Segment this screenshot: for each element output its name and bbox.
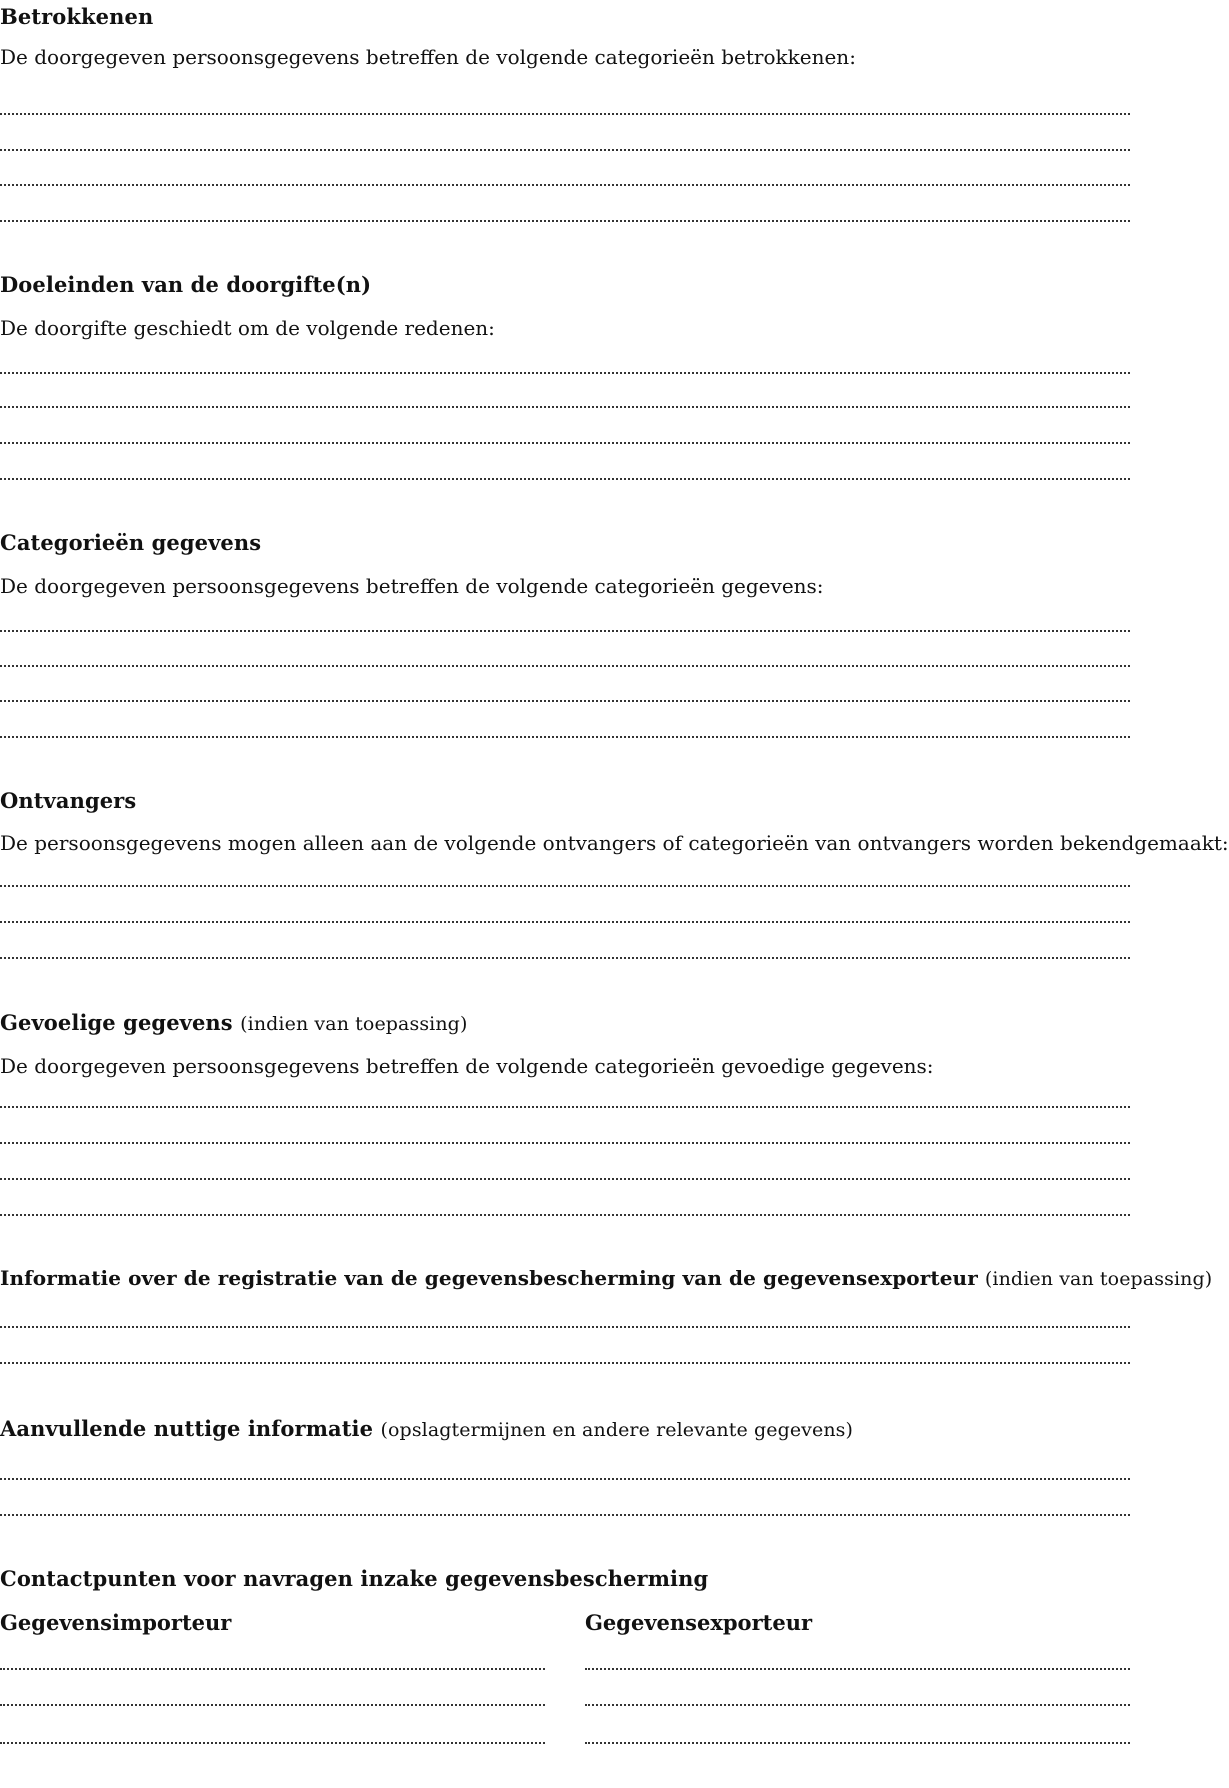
section-title-text: Informatie over de registratie van de gegevensbescherming van de gegevensexporteur	[0, 1266, 978, 1290]
section-title-ontvangers: Ontvangers	[0, 788, 137, 813]
exporter-fill-line	[585, 1742, 1130, 1744]
fill-line	[0, 478, 1130, 480]
section-title-aanvullende-informatie	[0, 1418, 853, 1440]
section-title-contactpunten: Contactpunten voor navragen inzake gegevensbescherming	[0, 1566, 709, 1591]
fill-line	[0, 1362, 1130, 1364]
fill-line	[0, 957, 1130, 959]
section-intro-categorieen-gegevens: De doorgegeven persoonsgegevens betreffen de volgende categorieën gegevens:	[0, 574, 824, 598]
fill-line	[0, 665, 1130, 667]
importer-fill-line	[0, 1742, 545, 1744]
exporter-fill-line	[585, 1704, 1130, 1706]
section-title-note: (opslagtermijnen en andere relevante gegevens)	[380, 1419, 854, 1441]
section-intro-doeleinden: De doorgifte geschiedt om de volgende redenen:	[0, 316, 495, 340]
section-title-note: (indien van toepassing)	[984, 1268, 1213, 1290]
fill-line	[0, 921, 1130, 923]
fill-line	[0, 700, 1130, 702]
section-title-text: Gevoelige gegevens	[0, 1010, 233, 1035]
section-intro-ontvangers: De persoonsgegevens mogen alleen aan de volgende ontvangers of categorieën van ontvangers worden bekendgemaakt:	[0, 831, 1229, 855]
fill-line	[0, 372, 1130, 374]
section-title-note: (indien van toepassing)	[240, 1013, 468, 1035]
fill-line	[0, 1142, 1130, 1144]
fill-line	[0, 885, 1130, 887]
fill-line	[0, 1178, 1130, 1180]
section-title-gevoelige-gegevens	[0, 1012, 467, 1034]
fill-line	[0, 442, 1130, 444]
fill-line	[0, 1214, 1130, 1216]
exporter-label: Gegevensexporteur	[585, 1610, 813, 1635]
fill-line	[0, 1106, 1130, 1108]
fill-line	[0, 630, 1130, 632]
section-title-text: Aanvullende nuttige informatie	[0, 1416, 374, 1441]
section-title-betrokkenen: Betrokkenen	[0, 4, 154, 29]
importer-label: Gegevensimporteur	[0, 1610, 232, 1635]
exporter-fill-line	[585, 1668, 1130, 1670]
section-title-registratie	[0, 1268, 1212, 1289]
section-intro-betrokkenen: De doorgegeven persoonsgegevens betreffen de volgende categorieën betrokkenen:	[0, 45, 856, 69]
fill-line	[0, 1514, 1130, 1516]
fill-line	[0, 220, 1130, 222]
fill-line	[0, 406, 1130, 408]
section-intro-gevoelige-gegevens: De doorgegeven persoonsgegevens betreffen de volgende categorieën gevoedige gegevens:	[0, 1054, 934, 1078]
fill-line	[0, 1478, 1130, 1480]
fill-line	[0, 113, 1130, 115]
section-title-categorieen-gegevens: Categorieën gegevens	[0, 530, 262, 555]
fill-line	[0, 184, 1130, 186]
importer-fill-line	[0, 1704, 545, 1706]
importer-fill-line	[0, 1668, 545, 1670]
section-title-doeleinden: Doeleinden van de doorgifte(n)	[0, 272, 372, 297]
fill-line	[0, 1326, 1130, 1328]
fill-line	[0, 149, 1130, 151]
fill-line	[0, 736, 1130, 738]
